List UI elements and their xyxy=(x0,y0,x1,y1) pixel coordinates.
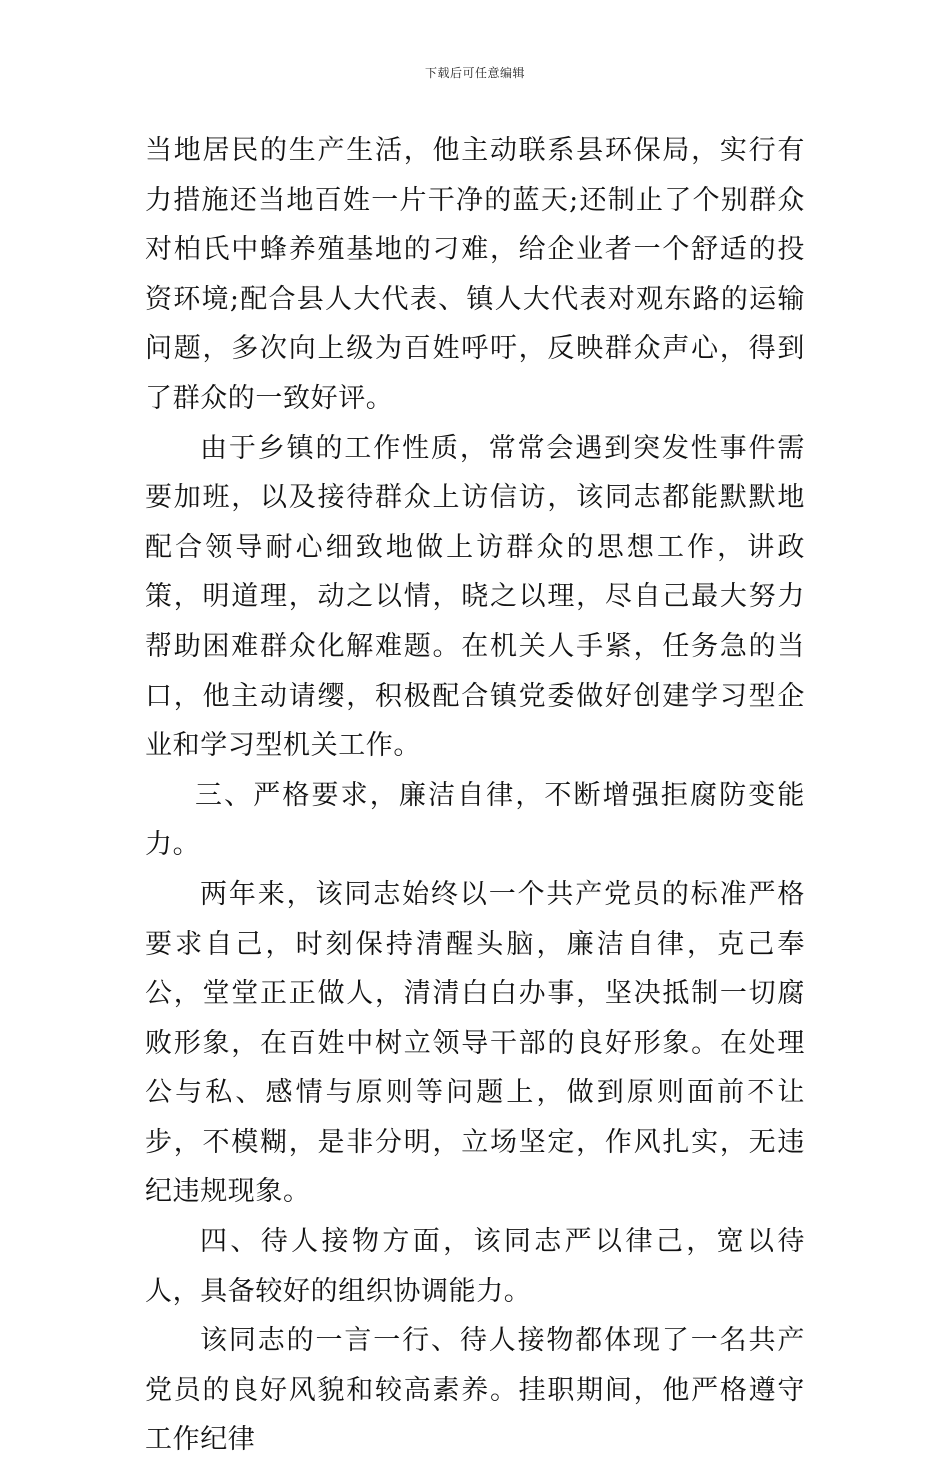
page-header: 下载后可任意编辑 xyxy=(424,66,525,80)
section-heading-three: 三、严格要求，廉洁自律，不断增强拒腐防变能力。 xyxy=(145,779,805,861)
document-body xyxy=(145,126,805,1465)
paragraph-continuation: 当地居民的生产生活，他主动联系县环保局，实行有力措施还当地百姓一片干净的蓝天;还制止了个别群众对柏氏中蜂养殖基地的刁难，给企业者一个舒适的投资环境;配合县人大代表、镇人大代表对观东路的运输问题，多次向上级为百姓呼吁，反映群众声心，得到了群众的一致好评。 xyxy=(145,135,805,414)
section-heading-four: 四、待人接物方面，该同志严以律己，宽以待人，具备较好的组织协调能力。 xyxy=(145,1226,805,1307)
paragraph-conduct: 该同志的一言一行、待人接物都体现了一名共产党员的良好风貌和较高素养。挂职期间，他严格遵守工作纪律 xyxy=(145,1325,805,1456)
paragraph-two-years: 两年来，该同志始终以一个共产党员的标准严格要求自己，时刻保持清醒头脑，廉洁自律，克己奉公，堂堂正正做人，清清白白办事，坚决抵制一切腐败形象，在百姓中树立领导干部的良好形象。在处理公与私、感情与原则等问题上，做到原则面前不让步，不模糊，是非分明，立场坚定，作风扎实，无违纪违规现象。 xyxy=(145,878,805,1208)
paragraph-township-work: 由于乡镇的工作性质，常常会遇到突发性事件需要加班，以及接待群众上访信访，该同志都能默默地配合领导耐心细致地做上访群众的思想工作，讲政策，明道理，动之以情，晓之以理，尽自己最大努力帮助困难群众化解难题。在机关人手紧，任务急的当口，他主动请缨，积极配合镇党委做好创建学习型企业和学习型机关工作。 xyxy=(145,432,805,762)
